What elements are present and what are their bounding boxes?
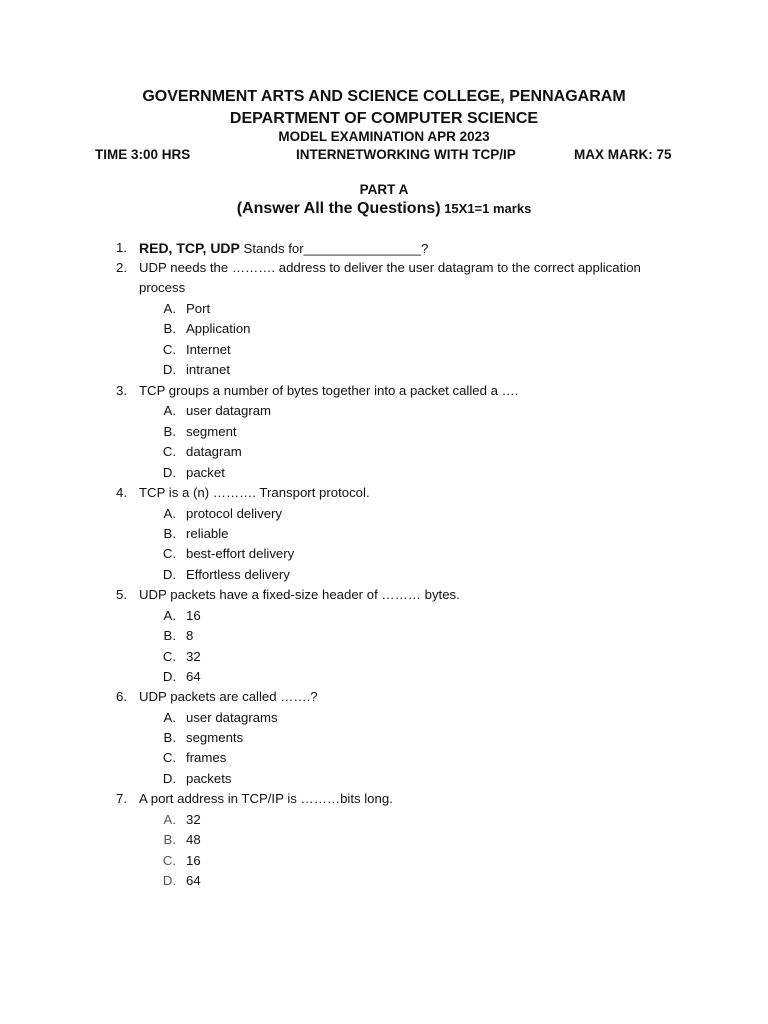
option-text: datagram [186,444,242,459]
option-text: intranet [186,362,230,377]
option-text: 32 [186,649,201,664]
option-label: C. [162,444,176,459]
option-label: A. [163,710,176,725]
college-name: GOVERNMENT ARTS AND SCIENCE COLLEGE, PENNAGARAM [142,88,626,105]
option-label: C. [162,853,176,868]
part-instruction [0,200,768,218]
question-number: 6. [116,689,127,704]
question-text: UDP needs the ………. address to deliver the user datagram to the correct application [139,260,641,275]
option-text: frames [186,750,227,765]
option-label: B. [163,526,176,541]
option-label: D. [162,873,176,888]
option-label: A. [163,506,176,521]
option-label: B. [163,321,176,336]
option-text: Effortless delivery [186,567,290,582]
option-text: 8 [186,628,194,643]
question-number: 3. [116,383,127,398]
option-text: 64 [186,873,201,888]
question-rest-text: Stands for________________? [239,241,429,256]
option-text: user datagrams [186,710,278,725]
question-bold-text: RED, TCP, UDP [139,240,240,256]
question-text-continued: process [139,280,186,295]
option-label: C. [162,649,176,664]
option-label: B. [163,628,176,643]
option-label: D. [162,771,176,786]
question-text: TCP is a (n) ………. Transport protocol. [139,485,370,500]
option-label: A. [163,812,176,827]
option-label: C. [162,546,176,561]
question-number: 7. [116,791,127,806]
question-text: TCP groups a number of bytes together into a packet called a …. [139,383,519,398]
question-number: 2. [116,260,127,275]
option-text: 48 [186,832,201,847]
option-label: D. [162,669,176,684]
option-label: D. [162,362,176,377]
department-name: DEPARTMENT OF COMPUTER SCIENCE [229,110,539,127]
question-text: A port address in TCP/IP is ………bits long. [139,791,393,806]
option-label: A. [163,301,176,316]
question-text [139,238,428,259]
option-text: packets [186,771,232,786]
option-label: A. [163,403,176,418]
part-title: PART A [359,182,409,197]
option-text: Port [186,301,211,316]
option-text: 32 [186,812,201,827]
exam-subject: INTERNETWORKING WITH TCP/IP [296,147,516,162]
exam-meta-row [0,147,768,165]
option-label: B. [163,730,176,745]
question-text: UDP packets are called …….? [139,689,318,704]
exam-title: MODEL EXAMINATION APR 2023 [278,129,490,144]
option-label: A. [163,608,176,623]
option-label: B. [163,832,176,847]
option-text: protocol delivery [186,506,283,521]
exam-time: TIME 3:00 HRS [95,147,191,162]
option-label: B. [163,424,176,439]
question-number: 4. [116,485,127,500]
option-text: reliable [186,526,229,541]
option-text: 64 [186,669,201,684]
question-number: 1. [116,240,127,255]
option-text: Application [186,321,251,336]
option-text: user datagram [186,403,272,418]
option-label: D. [162,465,176,480]
option-text: Internet [186,342,231,357]
option-label: D. [162,567,176,582]
option-label: C. [162,342,176,357]
marks-text: 15X1=1 marks [440,201,532,216]
question-text: UDP packets have a fixed-size header of ……… bytes. [139,587,460,602]
option-text: best-effort delivery [186,546,295,561]
option-text: segment [186,424,237,439]
option-text: 16 [186,853,201,868]
option-text: segments [186,730,244,745]
option-label: C. [162,750,176,765]
instruction-text: (Answer All the Questions) [236,200,441,217]
option-text: packet [186,465,225,480]
question-number: 5. [116,587,127,602]
option-text: 16 [186,608,201,623]
exam-max-mark: MAX MARK: 75 [574,147,672,162]
